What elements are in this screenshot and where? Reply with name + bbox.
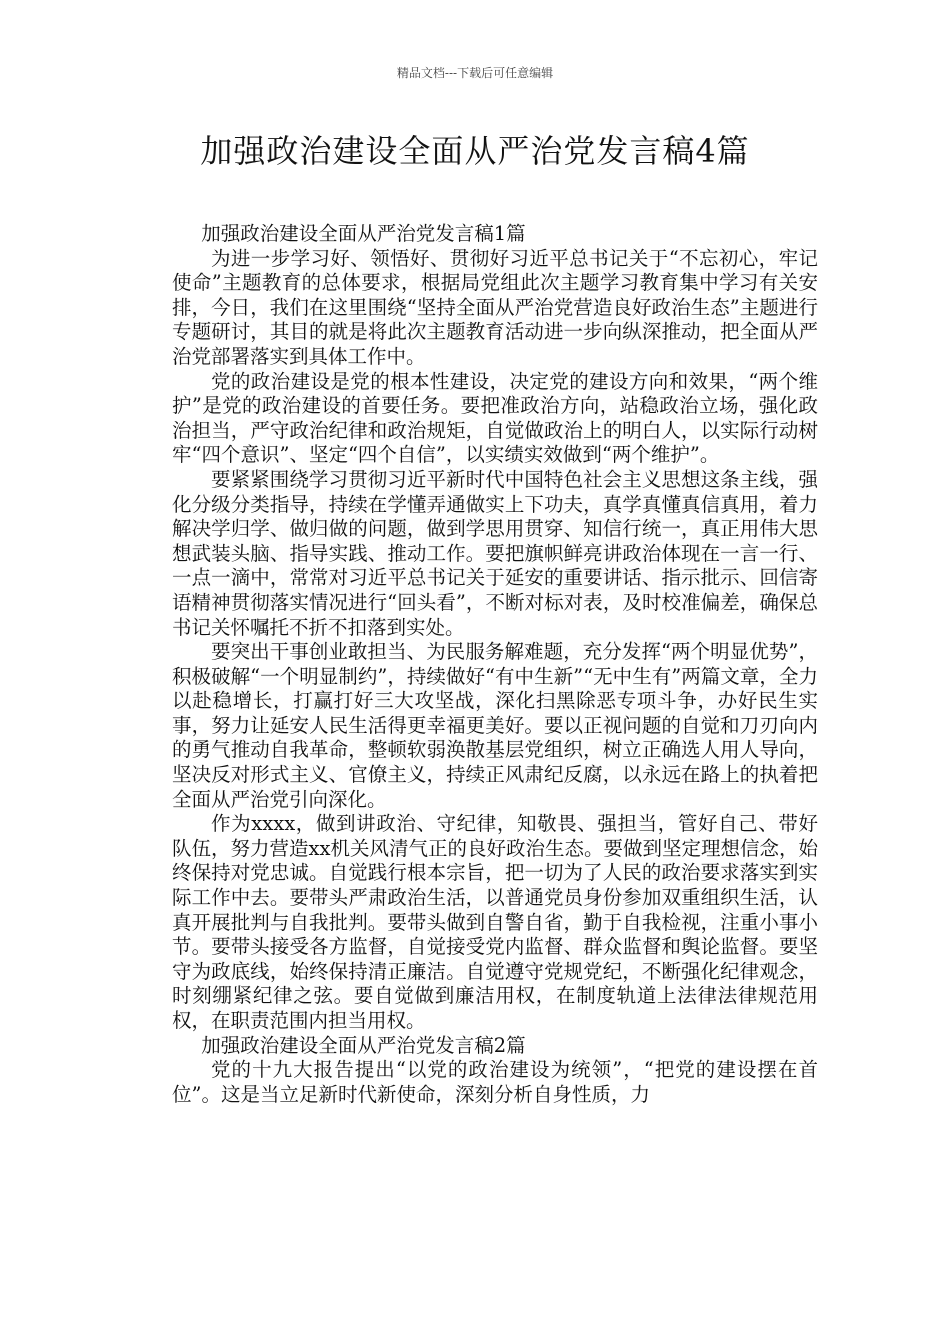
page-header-note: 精品文档---下载后可任意编辑 — [396, 66, 554, 80]
body-paragraph: 为进一步学习好、领悟好、贯彻好习近平总书记关于“不忘初心，牢记使命”主题教育的总体要求，根据局党组此次主题学习教育集中学习有关安排，今日，我们在这里围绕“坚持全面从严治党营造良好政治生态”主题进行专题研讨，其目的就是将此次主题教育活动进一步向纵深推动，把全面从严治党部署落实到具体工作中。 — [172, 246, 818, 368]
body-paragraph: 要突出干事创业敢担当、为民服务解难题，充分发挥“两个明显优势”，积极破解“一个明显制约”，持续做好“有中生新”“无中生有”两篇文章，全力以赴稳增长，打赢打好三大攻坚战，深化扫黑除恶专项斗争，办好民生实事，努力让延安人民生活得更幸福更美好。要以正视问题的自觉和刀刃向内的勇气推动自我革命，整顿软弱涣散基层党组织，树立正确选人用人导向，坚决反对形式主义、官僚主义，持续正风肃纪反腐，以永远在路上的执着把全面从严治党引向深化。 — [172, 640, 818, 811]
body-paragraph: 要紧紧围绕学习贯彻习近平新时代中国特色社会主义思想这条主线，强化分级分类指导，持续在学懂弄通做实上下功夫，真学真懂真信真用，着力解决学归学、做归做的问题，做到学思用贯穿、知信行统一，真正用伟大思想武装头脑、指导实践、推动工作。要把旗帜鲜亮讲政治体现在一言一行、一点一滴中，常常对习近平总书记关于延安的重要讲话、指示批示、回信寄语精神贯彻落实情况进行“回头看”，不断对标对表，及时校准偏差，确保总书记关怀嘱托不折不扣落到实处。 — [172, 467, 818, 639]
body-paragraph: 党的十九大报告提出“以党的政治建设为统领”，“把党的建设摆在首位”。这是当立足新时代新使命，深刻分析自身性质，力 — [172, 1058, 818, 1106]
section-heading: 加强政治建设全面从严治党发言稿2篇 — [201, 1033, 526, 1057]
document-body — [172, 222, 818, 1107]
document-title: 加强政治建设全面从严治党发言稿4篇 — [200, 132, 750, 170]
body-paragraph: 作为xxxx，做到讲政治、守纪律，知敬畏、强担当，管好自己、带好队伍，努力营造xx机关风清气正的良好政治生态。要做到坚定理想信念，始终保持对党忠诚。自觉践行根本宗旨，把一切为了人民的政治要求落实到实际工作中去。要带头严肃政治生活，以普通党员身份参加双重组织生活，认真开展批判与自我批判。要带头做到自警自省，勤于自我检视，注重小事小节。要带头接受各方监督，自觉接受党内监督、群众监督和舆论监督。要坚守为政底线，始终保持清正廉洁。自觉遵守党规党纪，不断强化纪律观念，时刻绷紧纪律之弦。要自觉做到廉洁用权，在制度轨道上法律法律规范用权，在职责范围内担当用权。 — [172, 812, 818, 1032]
body-paragraph: 党的政治建设是党的根本性建设，决定党的建设方向和效果，“两个维护”是党的政治建设的首要任务。要把准政治方向，站稳政治立场，强化政治担当，严守政治纪律和政治规矩，自觉做政治上的明白人，以实际行动树牢“四个意识”、坚定“四个自信”，以实绩实效做到“两个维护”。 — [172, 369, 818, 467]
section-heading: 加强政治建设全面从严治党发言稿1篇 — [201, 222, 526, 245]
